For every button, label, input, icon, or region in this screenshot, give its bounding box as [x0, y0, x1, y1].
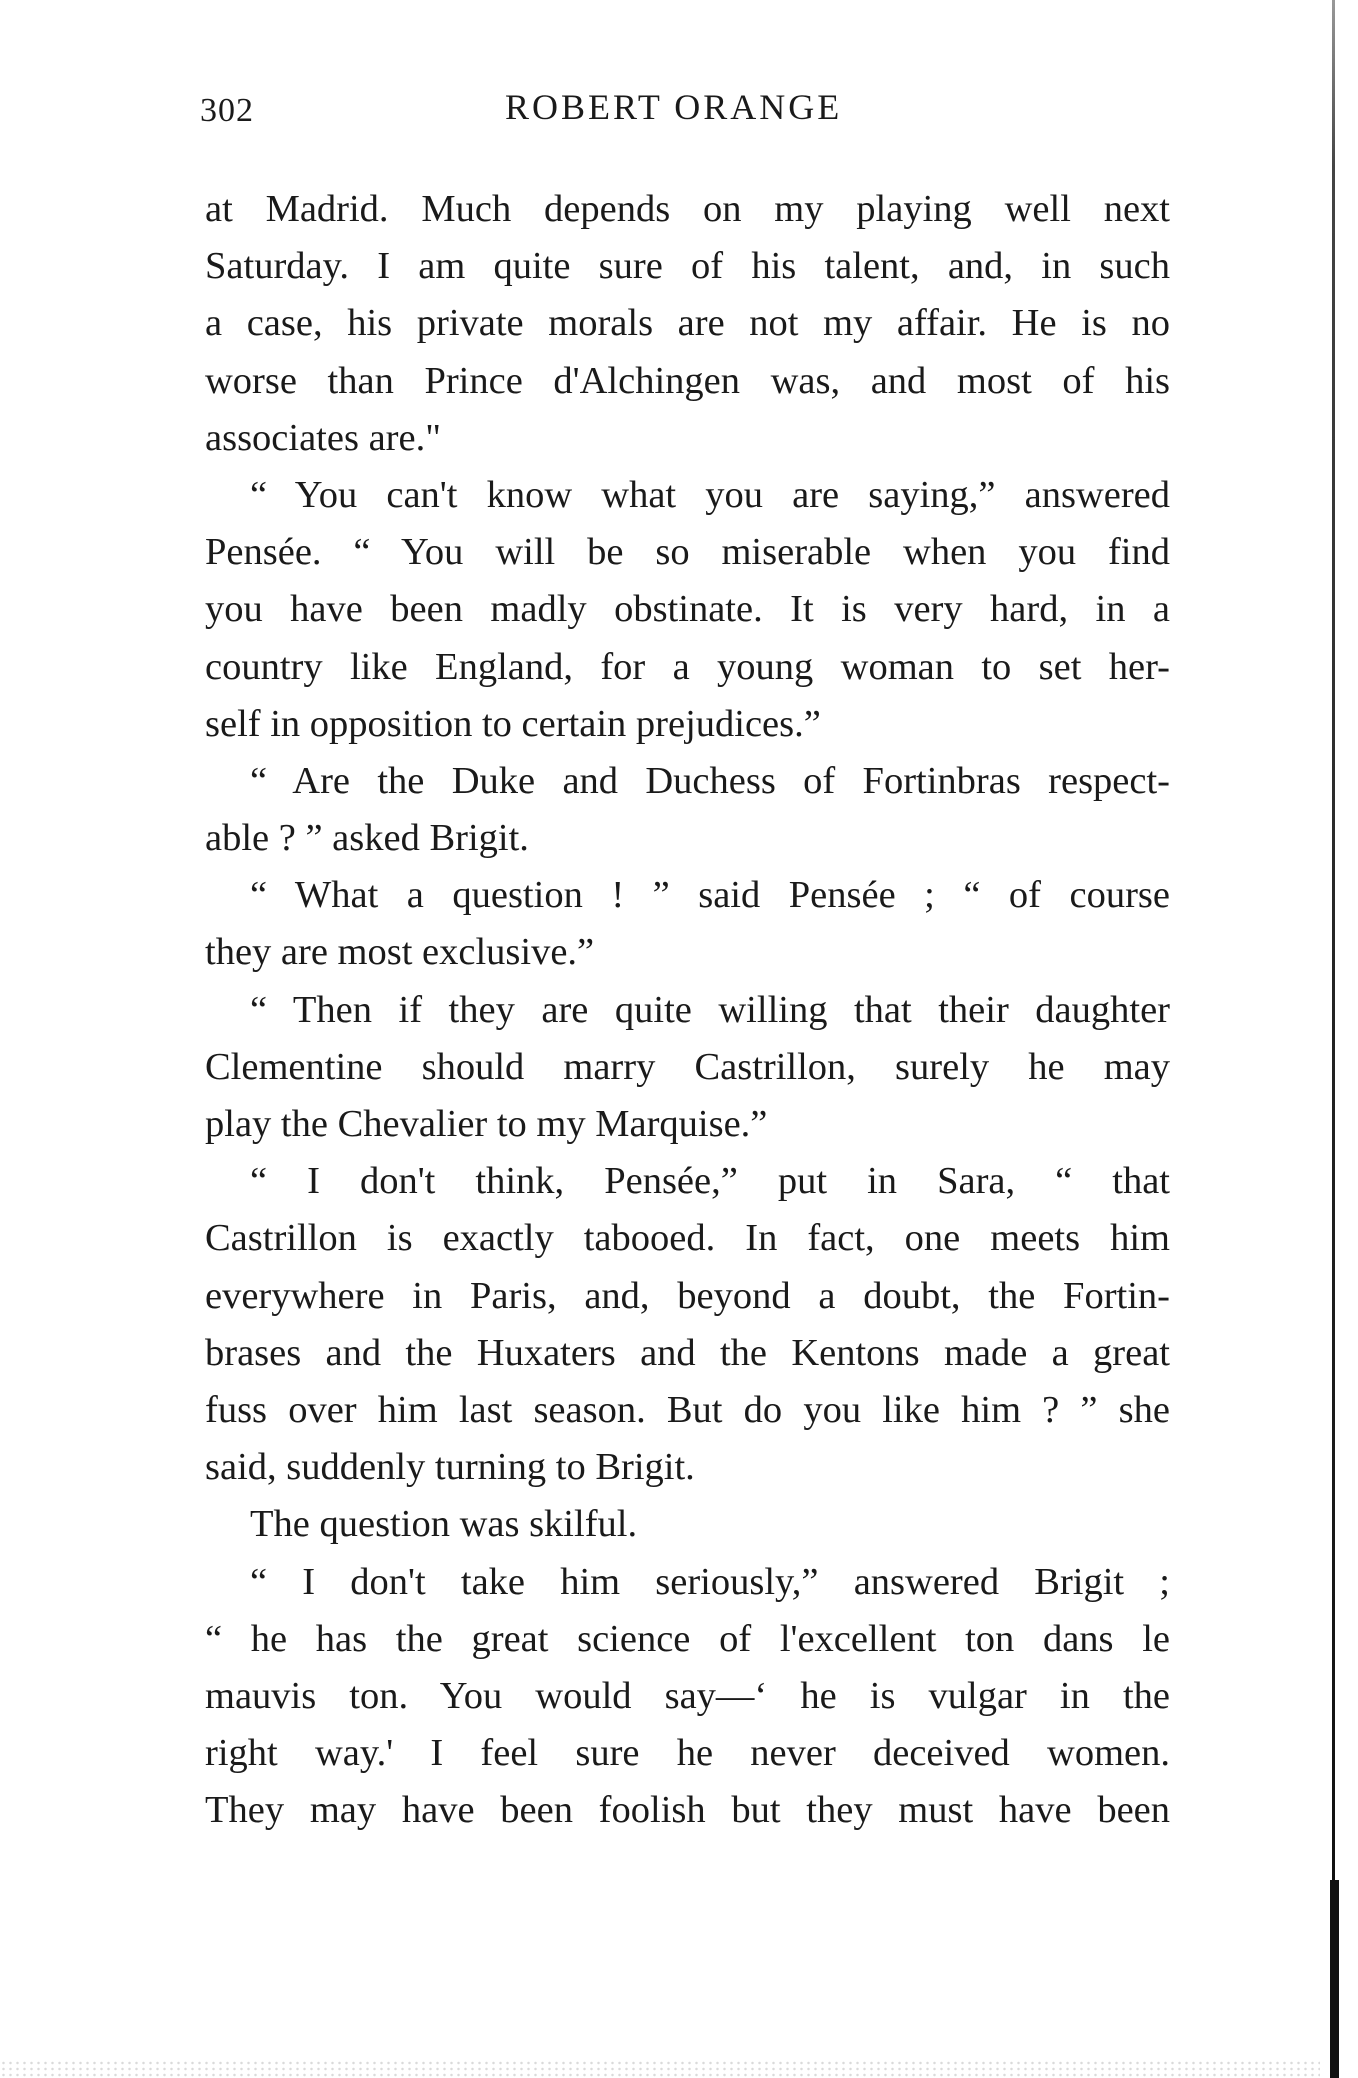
- text-line: “ You can't know what you are saying,” answered: [250, 473, 1170, 516]
- text-line: play the Chevalier to my Marquise.”: [205, 1103, 768, 1145]
- text-line: Saturday. I am quite sure of his talent, and, in such: [205, 245, 1170, 288]
- page-header: [200, 80, 1170, 140]
- text-line: The question was skilful.: [250, 1503, 638, 1546]
- text-line: “ Then if they are quite willing that their daughter: [250, 988, 1170, 1031]
- body-text: [205, 181, 1170, 1839]
- text-line: Pensée. “ You will be so miserable when you find: [205, 531, 1170, 574]
- text-line: country like England, for a young woman to set her-: [205, 645, 1170, 688]
- text-line: “ I don't think, Pensée,” put in Sara, “ that: [250, 1160, 1170, 1203]
- text-line: fuss over him last season. But do you like him ? ” she: [205, 1388, 1170, 1431]
- text-line: “ Are the Duke and Duchess of Fortinbras respect-: [250, 759, 1170, 802]
- text-line: “ I don't take him seriously,” answered Brigit ;: [250, 1560, 1170, 1603]
- page-edge-line: [1332, 0, 1335, 2078]
- text-line: said, suddenly turning to Brigit.: [205, 1446, 695, 1489]
- text-line: able ? ” asked Brigit.: [205, 817, 529, 860]
- text-line: mauvis ton. You would say—‘ he is vulgar in the: [205, 1674, 1170, 1717]
- text-line: worse than Prince d'Alchingen was, and most of his: [205, 359, 1170, 402]
- page-number: 302: [200, 92, 254, 129]
- text-line: everywhere in Paris, and, beyond a doubt, the Fortin-: [205, 1274, 1170, 1317]
- text-line: self in opposition to certain prejudices.”: [205, 702, 821, 745]
- text-line: brases and the Huxaters and the Kentons made a great: [205, 1331, 1170, 1374]
- text-line: “ What a question ! ” said Pensée ; “ of course: [250, 874, 1170, 917]
- text-line: a case, his private morals are not my affair. He is no: [205, 302, 1170, 345]
- text-line: Clementine should marry Castrillon, surely he may: [205, 1045, 1170, 1088]
- text-line: associates are.": [205, 416, 441, 459]
- text-line: right way.' I feel sure he never deceived women.: [205, 1732, 1170, 1775]
- scan-speckle: [0, 2060, 1320, 2078]
- text-line: They may have been foolish but they must have been: [205, 1789, 1170, 1832]
- text-line: at Madrid. Much depends on my playing well next: [205, 188, 1170, 230]
- text-line: “ he has the great science of l'excellent ton dans le: [205, 1617, 1170, 1660]
- text-line: Castrillon is exactly tabooed. In fact, one meets him: [205, 1217, 1170, 1260]
- text-line: they are most exclusive.”: [205, 931, 595, 974]
- page-edge-binding: [1320, 0, 1358, 2078]
- text-line: you have been madly obstinate. It is very hard, in a: [205, 588, 1170, 631]
- page-edge-shadow: [1330, 1880, 1339, 2078]
- running-head: ROBERT ORANGE: [505, 87, 843, 127]
